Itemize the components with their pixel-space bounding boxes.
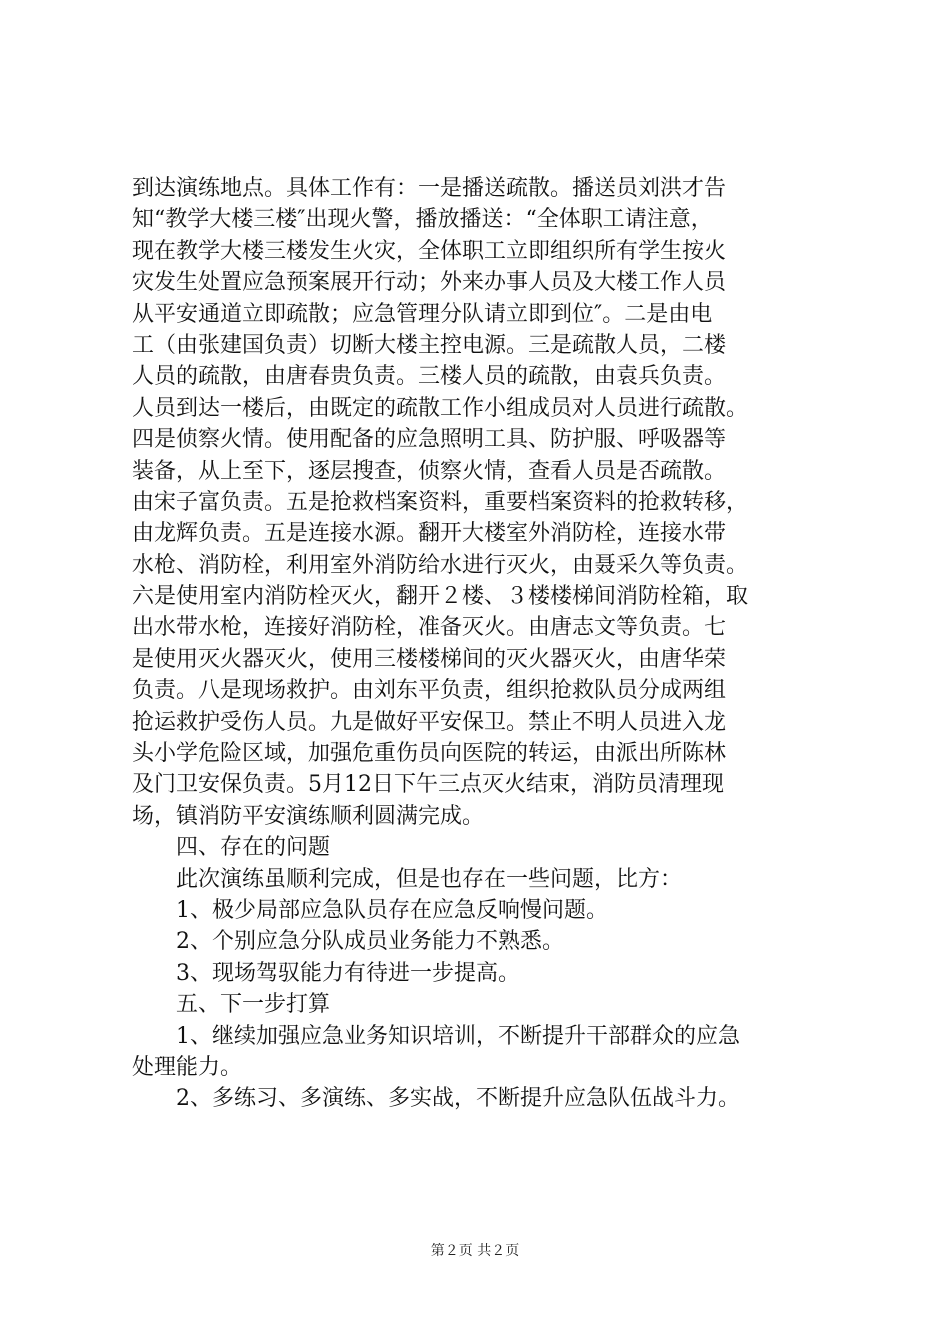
body-line: 场，镇消防平安演练顺利圆满完成。 xyxy=(132,803,485,829)
body-line: 灾发生处置应急预案展开行动；外来办事人员及大楼工作人员 xyxy=(132,270,727,296)
body-line: 现在教学大楼三楼发生火灾，全体职工立即组织所有学生按火 xyxy=(132,238,727,264)
body-line: 此次演练虽顺利完成，但是也存在一些问题，比方： xyxy=(176,866,683,892)
body-line: 装备，从上至下，逐层搜查，侦察火情，查看人员是否疏散。 xyxy=(132,458,727,484)
body-line: 负责。八是现场救护。由刘东平负责，组织抢救队员分成两组 xyxy=(132,678,727,704)
body-line: 人员的疏散，由唐春贵负责。三楼人员的疏散，由袁兵负责。 xyxy=(132,364,727,390)
body-line: 四是侦察火情。使用配备的应急照明工具、防护服、呼吸器等 xyxy=(132,427,727,453)
body-line: 由宋子富负责。五是抢救档案资料，重要档案资料的抢救转移， xyxy=(132,489,749,515)
section-heading-next-steps: 五、下一步打算 xyxy=(176,992,331,1018)
document-body xyxy=(132,173,832,1115)
body-line: 到达演练地点。具体工作有：一是播送疏散。播送员刘洪才告 xyxy=(132,176,727,201)
body-line: 知“教学大楼三楼″出现火警，播放播送：“全体职工请注意， xyxy=(132,207,713,233)
body-line: 及门卫安保负责。5月12日下午三点灭火结束，消防员清理现 xyxy=(132,772,724,798)
body-line: 人员到达一楼后，由既定的疏散工作小组成员对人员进行疏散。 xyxy=(132,395,749,421)
body-line: 是使用灭火器灭火，使用三楼楼梯间的灭火器灭火，由唐华荣 xyxy=(132,646,727,672)
body-line: 水枪、消防栓，利用室外消防给水进行灭火，由聂采久等负责。 xyxy=(132,552,749,578)
page-number-footer: 第２页 共２页 xyxy=(430,1243,520,1259)
body-line: 从平安通道立即疏散；应急管理分队请立即到位″。二是由电 xyxy=(132,301,713,327)
body-line: 出水带水枪，连接好消防栓，准备灭火。由唐志文等负责。七 xyxy=(132,615,727,641)
section-heading-problems: 四、存在的问题 xyxy=(176,835,331,861)
list-item: 1、继续加强应急业务知识培训，不断提升干部群众的应急 xyxy=(176,1023,740,1049)
list-item: 2、多练习、多演练、多实战，不断提升应急队伍战斗力。 xyxy=(176,1086,740,1112)
body-line: 六是使用室内消防栓灭火，翻开２楼、３楼楼梯间消防栓箱，取 xyxy=(132,584,749,610)
body-line: 工（由张建国负责）切断大楼主控电源。三是疏散人员，二楼 xyxy=(132,332,727,358)
body-line: 头小学危险区域，加强危重伤员向医院的转运，由派出所陈林 xyxy=(132,741,727,767)
list-item: 3、现场驾驭能力有待进一步提高。 xyxy=(176,960,520,986)
list-item: 1、极少局部应急队员存在应急反响慢问题。 xyxy=(176,897,608,923)
list-item-continuation: 处理能力。 xyxy=(132,1054,243,1080)
body-line: 抢运救护受伤人员。九是做好平安保卫。禁止不明人员进入龙 xyxy=(132,709,727,735)
list-item: 2、个别应急分队成员业务能力不熟悉。 xyxy=(176,929,564,955)
body-line: 由龙辉负责。五是连接水源。翻开大楼室外消防栓，连接水带 xyxy=(132,521,727,547)
